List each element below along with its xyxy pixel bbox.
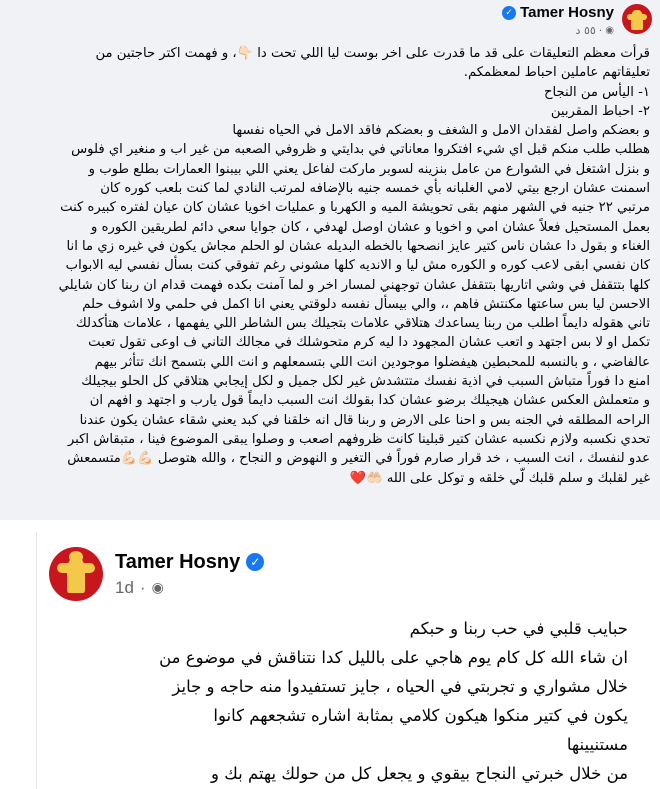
post-text-line: تحدي نكسبه ولازم نكسبه عشان كتير قبلينا كانت ظروفهم اصعب و وصلوا يبقى الموضوع فينا ، متبقاش اكبر (67, 431, 650, 447)
post-text-line: الاحسن ليا بس ساعتها مكنتش فاهم ،، والي بيسأل نفسه دلوقتي يعني انا اكمل في حلمي ولا اشوف حلم (82, 296, 650, 312)
author-avatar[interactable] (622, 4, 652, 34)
verified-badge-icon: ✓ (246, 553, 264, 571)
author-name[interactable]: Tamer Hosny (520, 4, 614, 21)
author-name[interactable]: Tamer Hosny (115, 550, 241, 573)
post-text-line: و بنزل اشتغل في الشوارع من عامل بنزينه لسوبر ماركت لفاعل يعني اللي بيبنوا العمارات بطلع طوب و (88, 161, 650, 177)
post-text-line: يكون في كتير منكوا هيكون كلامي بمثابة اشاره تشجعهم كانوا (213, 706, 628, 725)
post-text-line: مرتبي ٢٢ جنيه في الشهر منهم بقى تحويشة الميه و الكهربا و عمليات اخويا عشان كان عيان لفتره كبيره كنت (60, 200, 650, 216)
post-text-line: هطلب طلب منكم قبل اي شيء افتكروا معاناتي في بدايتي و ظروفي الصعبه من غير اب و منغير اي فلوس (71, 142, 650, 158)
post-meta: 1d · ◉ (115, 577, 164, 597)
post-text-line: ٢- احباط المقربين (550, 103, 650, 119)
post-time[interactable]: ٥٥ د (575, 24, 596, 37)
post-text-line: من خلال خبرتي النجاح بيقوي و يجعل كل من حولك يهتم بك و (211, 764, 628, 783)
post-text-line: و متعملش العكس عشان هيجيلك برضو عشان كدا بقولك انت السبب دايماً قول يارب و اجتهد و افهم ان (89, 393, 650, 409)
feed-divider (0, 520, 660, 532)
post-text (49, 614, 628, 788)
verified-badge-icon: ✓ (502, 6, 516, 20)
author-block (115, 551, 264, 598)
post-time[interactable]: 1d (115, 577, 134, 597)
post-text-line: ١- اليأس من النجاح (543, 84, 650, 100)
post-bottom-header (49, 544, 264, 604)
post-text-line: خلال مشواري و تجربتي في الحياه ، جايز تستفيدوا منه حاجه و جايز (172, 677, 628, 696)
post-text-line: تعليقاتهم عاملين احباط لمعظمكم. (463, 65, 650, 81)
post-bottom (36, 532, 656, 789)
post-text-line: تاني هقوله دايماً اطلب من ربنا يساعدك هتلاقي علامات بتجيلك بس الشاطر اللي يفهمها ، علامات هتأكدلك (75, 316, 650, 332)
post-text-line: اسمنت عشان ارجع بيتي لامي الغلبانه بأي خمسه جنيه بالإضافه لمرتب النادي لما كنت بلعب كوره كان (100, 181, 650, 197)
post-text-line: بعمل المستحيل فعلاً عشان امي و اخويا و عشان اوصل لهدفي ، كان جوايا سعي دائم لطريقين الكوره و (91, 219, 650, 235)
globe-icon[interactable]: ◉ (151, 579, 164, 595)
post-text-line: قرأت معظم التعليقات على قد ما قدرت على اخر بوست ليا اللي تحت دا 👇🏻، و فهمت اكتر حاجتين من (95, 46, 650, 61)
post-text-line: الغناء و بقول دا عشان ناس كتير عايز انصحها بالخطه البديله عشان لو الحلم مجاش يكون في غيره زي ما انا (66, 238, 650, 254)
post-text-line: ان شاء الله كل كام يوم هاجي على بالليل كدا نتناقش في موضوع من (159, 648, 628, 667)
post-text-line: و بعضكم واصل لفقدان الامل و الشغف و بعضكم فاقد الامل في الحياه نفسها (232, 123, 650, 139)
post-text-line: عدو لنفسك ، انت السبب ، خد قرار صارم فوراً في التغير و النهوض و النجاح ، والله هتوصل 💪🏻💪🏻متسمعش (67, 451, 650, 467)
globe-icon[interactable]: ◉ (605, 25, 614, 36)
post-text-line: حبايب قلبي في حب ربنا و حبكم (409, 619, 628, 638)
author-block (502, 4, 614, 37)
post-text-line: الراحه المطلقه في الجنه بس و احنا على الارض و ربنا قال انه خلقنا في كبد يعني شقاء عشان يكون عندنا (79, 412, 650, 428)
post-text-line: مستنيينها (566, 735, 628, 754)
post-meta: ◉ · ٥٥ د (575, 24, 614, 37)
post-text-line: كلها بتتقفل في وشي اتاريها بتتقفل عشان توجهني لمسار اخر و لما آمنت بكده فهمت قدام ان ربنا كان شايلي (58, 277, 650, 293)
post-top-header (452, 4, 652, 48)
post-text-line: امنع دا فوراً متباش السبب في اذية نفسك متتشدش غير لكل جميل و لكل إيجابي هتلاقي كل الحلو بيجيلك (81, 374, 650, 390)
post-text-line: تكمل او لا بس اجتهد و اتعب عشان المجهود دا ليه كرم متحوشلك في مجالك التاني ف اوعى تقول تعبت (88, 335, 650, 351)
post-text-line: غير لقلبك و سلم قلبك لّي خلقه و توكل على الله 🤲🏻❤️ (349, 470, 650, 486)
post-text-line: كان نفسي ابقى لاعب كوره و الكوره مش ليا و الانديه كلها مشوني رغم تفوقي كنت بسأل نفسي ليه الابواب (65, 258, 650, 274)
post-text (10, 44, 650, 488)
author-avatar[interactable] (49, 547, 103, 601)
post-text-line: عالفاضي ، و بالنسبه للمحبطين هيفضلوا موجودين انت اللي بتسمعلهم و انت اللي بتسمح انك تتأثر بيهم (94, 354, 650, 370)
